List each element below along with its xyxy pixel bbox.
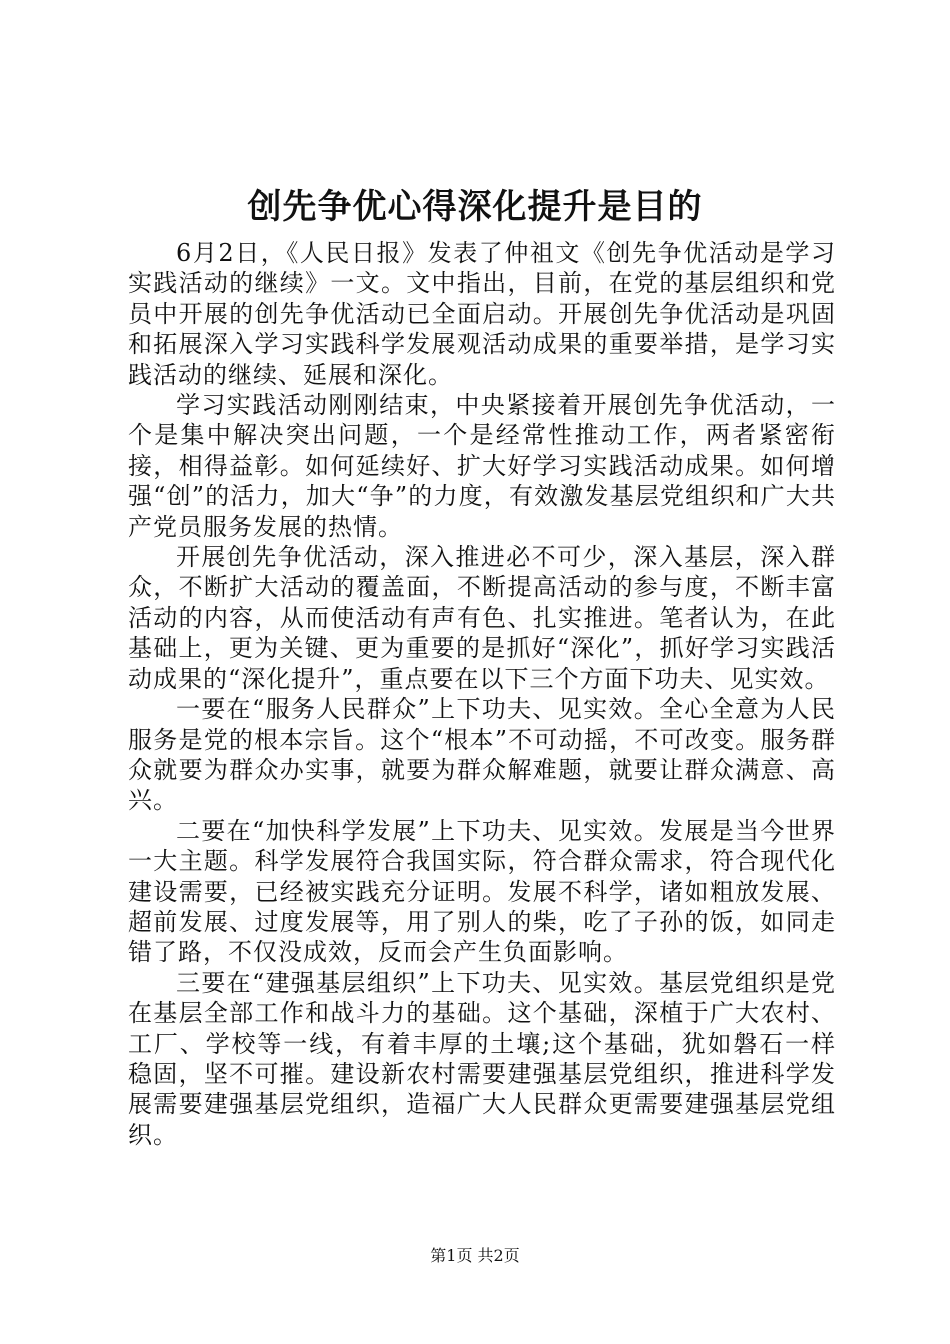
- paragraph-5: 二要在“加快科学发展”上下功夫、见实效。发展是当今世界一大主题。科学发展符合我国实际，符合群众需求，符合现代化建设需要，已经被实践充分证明。发展不科学，诸如粗放发展、超前发展、过度发展等，用了别人的柴，吃了子孙的饭，如同走错了路，不仅没成效，反而会产生负面影响。: [128, 816, 836, 967]
- page-number-footer: 第1页 共2页: [430, 1246, 520, 1265]
- paragraph-4: 一要在“服务人民群众”上下功夫、见实效。全心全意为人民服务是党的根本宗旨。这个“根本”不可动摇，不可改变。服务群众就要为群众办实事，就要为群众解难题，就要让群众满意、高兴。: [128, 695, 836, 815]
- paragraph-1: 6月2日，《人民日报》发表了仲祖文《创先争优活动是学习实践活动的继续》一文。文中指出，目前，在党的基层组织和党员中开展的创先争优活动已全面启动。开展创先争优活动是巩固和拓展深入学习实践科学发展观活动成果的重要举措，是学习实践活动的继续、延展和深化。: [128, 239, 836, 389]
- paragraph-6: 三要在“建强基层组织”上下功夫、见实效。基层党组织是党在基层全部工作和战斗力的基础。这个基础，深植于广大农村、工厂、学校等一线，有着丰厚的土壤;这个基础，犹如磐石一样稳固，坚不可摧。建设新农村需要建强基层党组织，推进科学发展需要建强基层党组织，造福广大人民群众更需要建强基层党组织。: [128, 968, 836, 1149]
- document-title: 创先争优心得深化提升是目的: [247, 187, 703, 227]
- paragraph-2: 学习实践活动刚刚结束，中央紧接着开展创先争优活动，一个是集中解决突出问题，一个是经常性推动工作，两者紧密衔接，相得益彰。如何延续好、扩大好学习实践活动成果。如何增强“创”的活力，加大“争”的力度，有效激发基层党组织和广大共产党员服务发展的热情。: [128, 391, 836, 541]
- document-body: [128, 238, 836, 1150]
- paragraph-3: 开展创先争优活动，深入推进必不可少，深入基层，深入群众，不断扩大活动的覆盖面，不断提高活动的参与度，不断丰富活动的内容，从而使活动有声有色、扎实推进。笔者认为，在此基础上，更为关键、更为重要的是抓好“深化”，抓好学习实践活动成果的“深化提升”，重点要在以下三个方面下功夫、见实效。: [128, 543, 836, 693]
